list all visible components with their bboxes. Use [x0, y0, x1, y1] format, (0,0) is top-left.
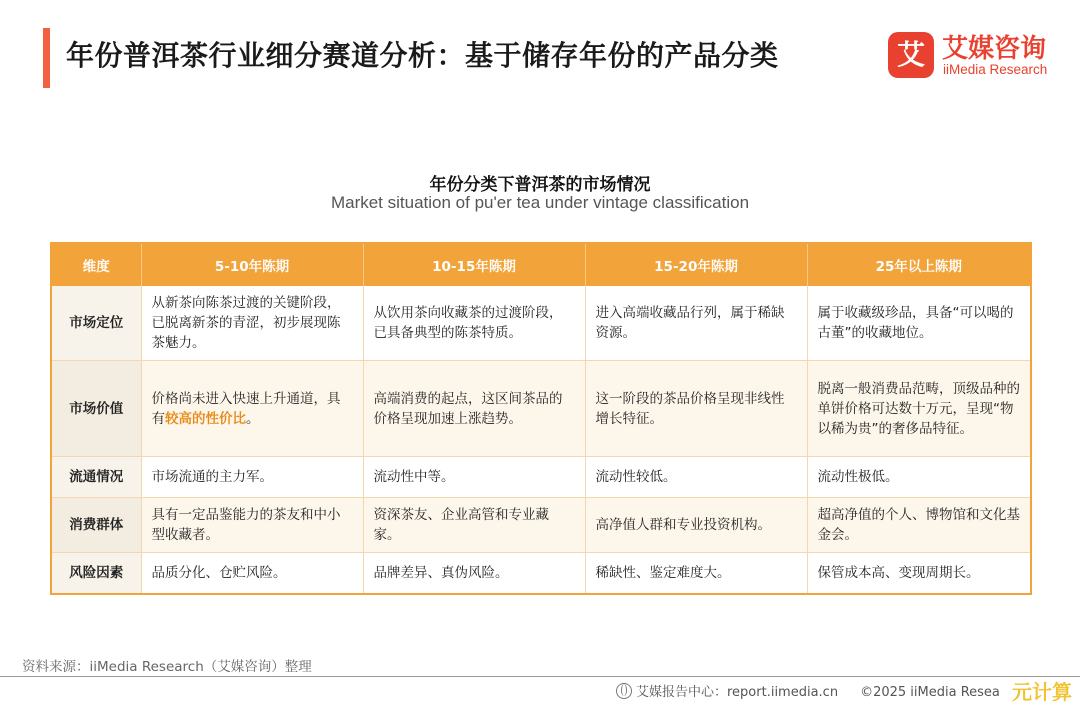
- highlight-text: 较高的性价比: [165, 410, 246, 427]
- table-row-circulation: [51, 457, 1031, 498]
- table-cell: 流动性极低。: [807, 457, 1031, 498]
- table-cell: 市场流通的主力军。: [141, 457, 363, 498]
- globe-icon: [616, 683, 632, 699]
- col-header-5-10: 5-10年陈期: [141, 243, 363, 286]
- table-cell: 流动性较低。: [585, 457, 807, 498]
- logo-name-cn: 艾媒咨询: [942, 34, 1047, 64]
- cell-text: 价格尚未进入快速上升通道，具有: [151, 390, 341, 427]
- footer: [616, 681, 1000, 700]
- table-cell: 具有一定品鉴能力的茶友和中小型收藏者。: [141, 498, 363, 553]
- source-note: 资料来源：iiMedia Research（艾媒咨询）整理: [22, 659, 312, 675]
- col-header-25-plus: 25年以上陈期: [807, 243, 1031, 286]
- table-row-consumer-group: [51, 498, 1031, 553]
- table-title: 年份分类下普洱茶的市场情况: [429, 175, 651, 195]
- table-cell: 脱离一般消费品范畴，顶级品种的单饼价格可达数十万元，呈现“物以稀为贵”的奢侈品特征。: [807, 361, 1031, 457]
- col-header-15-20: 15-20年陈期: [585, 243, 807, 286]
- table-cell: 属于收藏级珍品，具备“可以喝的古董”的收藏地位。: [807, 286, 1031, 361]
- table-cell: 品牌差异、真伪风险。: [363, 553, 585, 594]
- page-title: 年份普洱茶行业细分赛道分析：基于储存年份的产品分类: [66, 39, 779, 72]
- table-cell: 这一阶段的茶品价格呈现非线性增长特征。: [585, 361, 807, 457]
- col-header-dimension: 维度: [51, 243, 141, 286]
- cell-text: 。: [246, 410, 260, 427]
- col-header-10-15: 10-15年陈期: [363, 243, 585, 286]
- table-cell: 稀缺性、鉴定难度大。: [585, 553, 807, 594]
- table-cell: 高净值人群和专业投资机构。: [585, 498, 807, 553]
- table-cell: 从新茶向陈茶过渡的关键阶段，已脱离新茶的青涩，初步展现陈茶魅力。: [141, 286, 363, 361]
- footer-divider: [0, 676, 1080, 677]
- logo-name-en: iiMedia Research: [943, 62, 1048, 77]
- table-row-market-positioning: [51, 286, 1031, 361]
- table-cell: 进入高端收藏品行列，属于稀缺资源。: [585, 286, 807, 361]
- row-label: 消费群体: [51, 498, 141, 553]
- report-center-link[interactable]: 艾媒报告中心：report.iimedia.cn: [636, 685, 839, 700]
- table-cell: 高端消费的起点，这区间茶品的价格呈现加速上涨趋势。: [363, 361, 585, 457]
- title-accent-bar: [43, 28, 50, 88]
- table-row-risk-factors: [51, 553, 1031, 594]
- row-label: 风险因素: [51, 553, 141, 594]
- row-label: 流通情况: [51, 457, 141, 498]
- watermark: 元计算: [1012, 680, 1072, 704]
- logo-mark-icon: 艾: [888, 32, 934, 78]
- table-cell: 流动性中等。: [363, 457, 585, 498]
- table-cell: 资深茶友、企业高管和专业藏家。: [363, 498, 585, 553]
- copyright: ©2025 iiMedia Resea: [860, 685, 1000, 700]
- table-cell: 从饮用茶向收藏茶的过渡阶段，已具备典型的陈茶特质。: [363, 286, 585, 361]
- row-label: 市场定位: [51, 286, 141, 361]
- table-subtitle: Market situation of pu'er tea under vintage classification: [330, 193, 750, 212]
- table-cell: 保管成本高、变现周期长。: [807, 553, 1031, 594]
- table-cell: [141, 361, 363, 457]
- table-cell: 超高净值的个人、博物馆和文化基金会。: [807, 498, 1031, 553]
- table-row-market-value: [51, 361, 1031, 457]
- row-label: 市场价值: [51, 361, 141, 457]
- market-situation-table: [50, 242, 1032, 595]
- table-header-row: [51, 243, 1031, 286]
- iimedia-logo[interactable]: [888, 30, 1068, 84]
- table-cell: 品质分化、仓贮风险。: [141, 553, 363, 594]
